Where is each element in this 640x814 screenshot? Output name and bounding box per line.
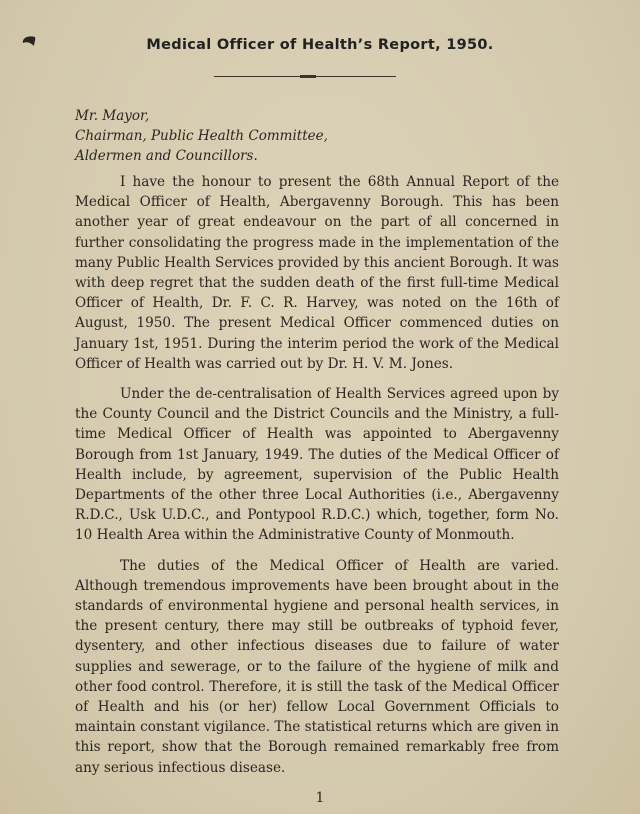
page-number: 1 (315, 790, 325, 806)
salutation-line: Mr. Mayor, (75, 108, 150, 124)
report-body (75, 172, 559, 788)
paragraph-decentralisation: Under the de-centralisation of Health Services agreed upon by the County Council and the District Councils and the Ministry, a full-time Medical Officer of Health was appointed to Abergavenny Borough from 1st January, 1949. The duties of the Medical Officer of Health include, by agreement, supervision of the Public Health Departments of the other three Local Authorities (i.e., Abergavenny R.D.C., Usk U.D.C., and Pontypool R.D.C.) which, together, form No. 10 Health Area within the Administrative County of Monmouth. (75, 386, 559, 544)
paragraph-introduction: I have the honour to present the 68th Annual Report of the Medical Officer of Health, Abergavenny Borough. This has been another year of great endeavour on the part of all concerned in further consolidating the progress made in the implementation of the many Public Health Services provided by this ancient Borough. It was with deep regret that the sudden death of the first full-time Medical Officer of Health, Dr. F. C. R. Harvey, was noted on the 16th of August, 1950. The present Medical Officer commenced duties on January 1st, 1951. During the interim period the work of the Medical Officer of Health was carried out by Dr. H. V. M. Jones. (75, 174, 559, 372)
salutation-line: Chairman, Public Health Committee, (75, 128, 328, 144)
title-divider-ornament (300, 75, 316, 78)
salutation (75, 106, 575, 166)
paragraph-duties: The duties of the Medical Officer of Health are varied. Although tremendous improvements have been brought about in the standards of environmental hygiene and personal health services, in the present century, there may still be outbreaks of typhoid fever, dysentery, and other infectious diseases due to failure of water supplies and sewerage, or to the failure of the hygiene of milk and other food control. Therefore, it is still the task of the Medical Officer of Health and his (or her) fellow Local Government Officials to maintain constant vigilance. The statistical returns which are given in this report, show that the Borough remained remarkably free from any serious infectious disease. (75, 557, 559, 776)
report-title: Medical Officer of Health’s Report, 1950. (146, 37, 494, 53)
salutation-line: Aldermen and Councillors. (75, 148, 258, 164)
